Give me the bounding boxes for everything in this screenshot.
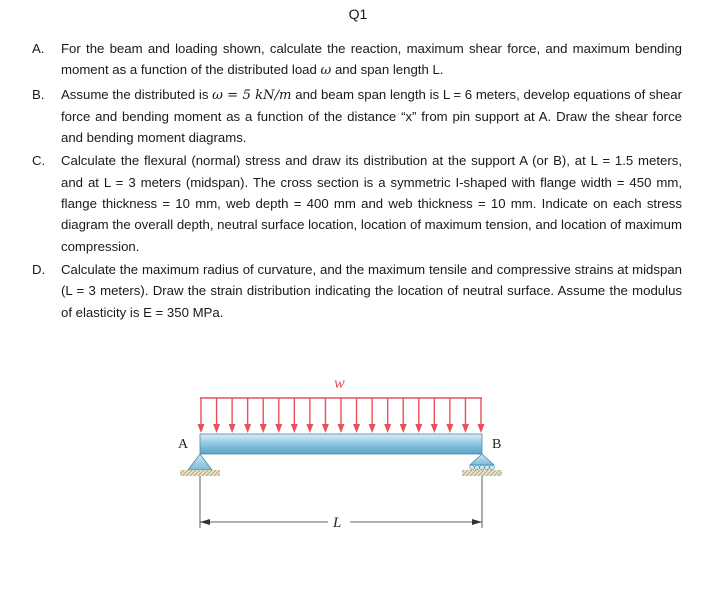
question-letter: B.: [32, 86, 45, 102]
load-arrow-head: [306, 424, 313, 433]
question-text: [61, 150, 682, 256]
text-segment: Assume the distributed is: [61, 86, 213, 102]
load-arrow-head: [322, 424, 329, 433]
question-title: Q1: [348, 6, 368, 22]
support-a-label: A: [178, 437, 189, 452]
load-arrow-head: [431, 424, 438, 433]
load-arrow-head: [462, 424, 469, 433]
pin-support-a: [180, 454, 220, 528]
load-arrow-head: [260, 424, 267, 433]
load-arrow-head: [244, 424, 251, 433]
load-arrow-head: [446, 424, 453, 433]
text-segment: Calculate the maximum radius of curvature, and the maximum tensile and compressive strains at midspan (L = 3 meters). Draw the strain distribution indicating the location of neutral surface. Assume the modulus of elasticity is E = 350 MPa.: [61, 261, 682, 320]
load-arrow-head: [291, 424, 298, 433]
question-text: [61, 84, 682, 149]
math-expression: ω: [320, 63, 332, 79]
ground-b: [462, 470, 502, 476]
span-label: L: [333, 515, 342, 531]
support-b-label: B: [492, 437, 502, 452]
load-arrow-head: [275, 424, 282, 433]
question-b: [32, 84, 682, 149]
load-arrow-head: [369, 424, 376, 433]
load-arrow-head: [415, 424, 422, 433]
question-list: [32, 38, 682, 323]
question-d: [32, 259, 682, 323]
distributed-load: [198, 398, 485, 433]
load-arrow-head: [478, 424, 485, 433]
load-label: w: [334, 375, 345, 392]
load-arrow-head: [400, 424, 407, 433]
question-letter: D.: [32, 261, 46, 277]
ground-a: [180, 470, 220, 476]
math-expression: ω = 5 kN/m: [212, 87, 292, 103]
text-segment: and span length L.: [331, 62, 444, 78]
load-arrow-head: [338, 424, 345, 433]
load-arrow-head: [213, 424, 220, 433]
question-c: [32, 150, 682, 256]
text-segment: For the beam and loading shown, calculate the reaction, maximum shear force, and maximum bending moment as a function of the distributed load: [61, 41, 682, 78]
roller-support-b: [462, 454, 502, 528]
text-segment: and beam span length is L = 6 meters, develop equations of shear force and bending moment as a function of the distance “x” from pin support at A. Draw the shear force and bending moment diagrams.: [61, 86, 682, 146]
load-arrow-head: [198, 424, 205, 433]
question-letter: A.: [32, 41, 45, 56]
question-text: [61, 259, 682, 323]
load-arrow-head: [229, 424, 236, 433]
beam: [200, 434, 482, 454]
load-arrows: [198, 398, 485, 433]
question-text: [61, 38, 682, 82]
load-arrow-head: [384, 424, 391, 433]
load-arrow-head: [353, 424, 360, 433]
question-a: [32, 38, 682, 82]
question-letter: C.: [32, 153, 46, 169]
beam-figure: [170, 360, 530, 550]
text-segment: Calculate the flexural (normal) stress and draw its distribution at the support A (or B), at L = 1.5 meters, and at L = 3 meters (midspan). The cross section is a symmetric I-shaped with flange width = 450 mm, flange thickness = 10 mm, web depth = 400 mm and web thickness = 10 mm. Indicate on each stress diagram the overall depth, neutral surface location, location of maximum tension, and location of maximum compression.: [61, 153, 682, 254]
